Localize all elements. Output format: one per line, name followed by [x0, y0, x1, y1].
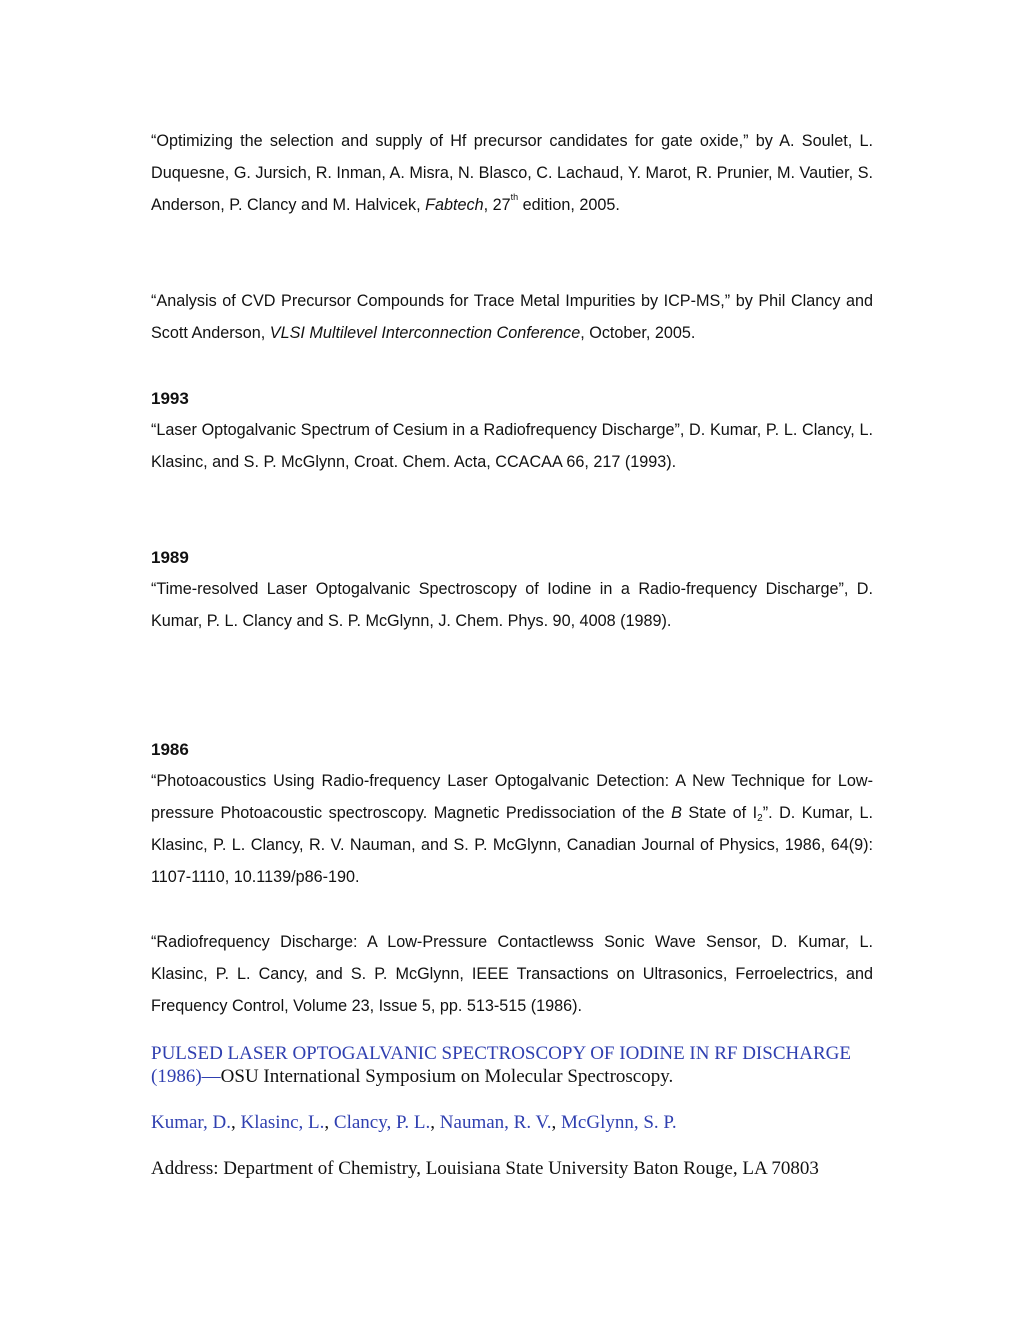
publication-entry-pulsed-laser: [151, 1042, 851, 1088]
author-separator: ,: [430, 1112, 440, 1133]
entry-text: “Analysis of CVD Precursor Compounds for Trace Metal Impurities by ICP-MS,” by Phil Clancy and Scott Anderson,: [151, 292, 873, 342]
publication-entry-rf-discharge: “Radiofrequency Discharge: A Low-Pressure Contactlewss Sonic Wave Sensor, D. Kumar, L. Klasinc, P. L. Cancy, and S. P. McGlynn, IEEE Transactions on Ultrasonics, Ferroelectrics, and Frequency Control, Volume 23, Issue 5, pp. 513-515 (1986).: [151, 933, 873, 1015]
author-separator: ,: [324, 1112, 334, 1133]
entry-text: ”. D. Kumar, L. Klasinc, P. L. Clancy, R. V. Nauman, and S. P. McGlynn, Canadian Journal of Physics, 1986, 64(9): 1107-1110, 10.1139/p86-190.: [151, 804, 873, 886]
author-separator: ,: [230, 1112, 241, 1133]
year-heading-1986: 1986: [151, 740, 189, 759]
entry-text: State of I: [681, 804, 758, 822]
publication-entry-iodine: “Time-resolved Laser Optogalvanic Spectroscopy of Iodine in a Radio-frequency Discharge”, D. Kumar, P. L. Clancy and S. P. McGlynn, J. Chem. Phys. 90, 4008 (1989).: [151, 580, 873, 630]
publication-entry-hf-precursor: [151, 125, 873, 221]
state-symbol: B: [671, 804, 682, 822]
author-separator: ,: [551, 1112, 562, 1133]
author-list: [151, 1111, 873, 1134]
year-heading-1989: 1989: [151, 548, 189, 567]
author-link[interactable]: Kumar, D.: [151, 1112, 231, 1133]
publication-entry-cesium: “Laser Optogalvanic Spectrum of Cesium in a Radiofrequency Discharge”, D. Kumar, P. L. Clancy, L. Klasinc, and S. P. McGlynn, Croat. Chem. Acta, CCACAA 66, 217 (1993).: [151, 421, 873, 471]
entry-text: “Photoacoustics Using Radio-frequency Laser Optogalvanic Detection: A New Technique for Low-pressure Photoacoustic spectroscopy. Magnetic Predissociation of the: [151, 772, 873, 822]
publication-entry-photoacoustics: [151, 765, 873, 893]
subscript: 2: [757, 813, 763, 824]
entry-text: “Optimizing the selection and supply of Hf precursor candidates for gate oxide,” by A. Soulet, L. Duquesne, G. Jursich, R. Inman, A. Misra, N. Blasco, C. Lachaud, Y. Marot, R. Prunier, M. Vautier, S. Anderson, P. Clancy and M. Halvicek,: [151, 132, 873, 214]
author-link[interactable]: McGlynn, S. P.: [561, 1112, 677, 1133]
entry-text: OSU International Symposium on Molecular Spectroscopy.: [220, 1066, 674, 1087]
year-heading-1993: 1993: [151, 389, 189, 408]
superscript: th: [510, 192, 519, 202]
author-link[interactable]: Nauman, R. V.: [439, 1112, 552, 1133]
em-dash: —: [201, 1066, 221, 1087]
author-link[interactable]: Clancy, P. L.: [333, 1112, 431, 1133]
journal-name: Fabtech: [425, 196, 484, 214]
publication-entry-cvd-precursor: [151, 285, 873, 349]
entry-text: , October, 2005.: [580, 324, 696, 342]
conference-name: VLSI Multilevel Interconnection Conference: [269, 324, 581, 342]
entry-text: edition, 2005.: [518, 196, 620, 214]
address-line: Address: Department of Chemistry, Louisiana State University Baton Rouge, LA 70803: [151, 1158, 819, 1179]
pulsed-laser-title-link[interactable]: PULSED LASER OPTOGALVANIC SPECTROSCOPY OF IODINE IN RF DISCHARGE (1986): [151, 1043, 851, 1087]
author-link[interactable]: Klasinc, L.: [240, 1112, 325, 1133]
entry-text: , 27: [483, 196, 511, 214]
